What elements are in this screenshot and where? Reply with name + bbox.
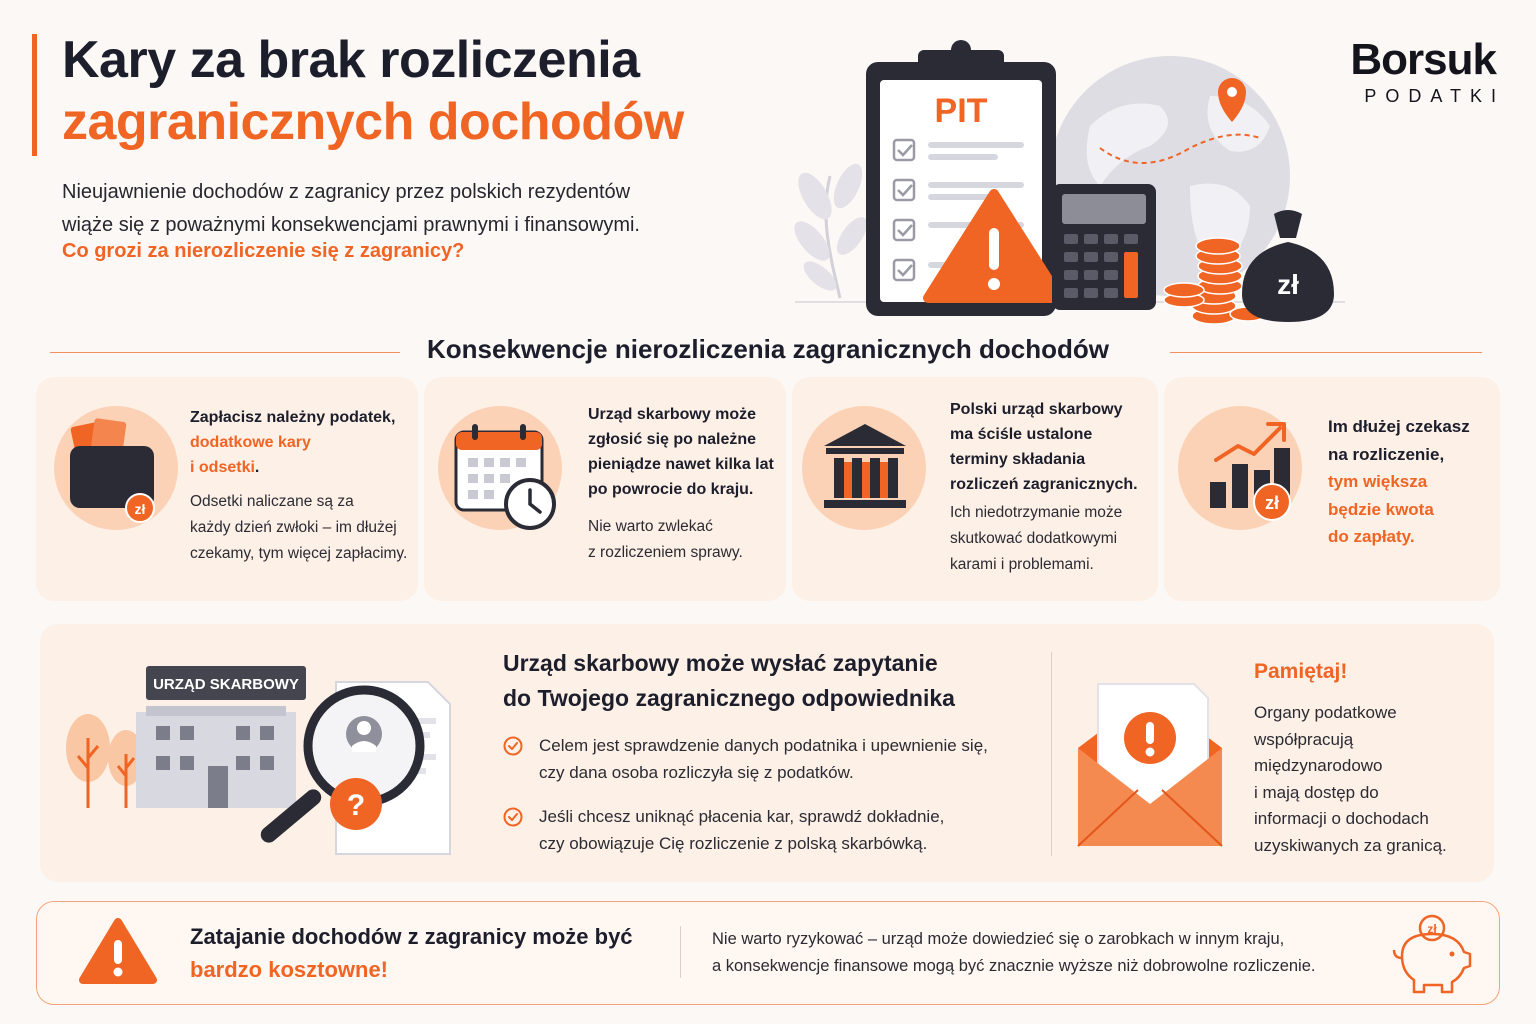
card-2-body-line: Nie warto zwlekać <box>588 518 713 535</box>
page-title-line1: Kary za brak rozliczenia <box>62 31 640 89</box>
inquiry-point-line: czy dana osoba rozliczyła się z podatków. <box>539 763 854 782</box>
card-4-heading <box>1328 413 1493 551</box>
card-2-heading-line: pieniądze nawet kilka lat <box>588 456 774 473</box>
inquiry-divider <box>1051 652 1052 856</box>
brand-name: Borsuk <box>1350 35 1496 84</box>
remember-line: i mają dostęp do <box>1254 782 1379 802</box>
card-1-heading-suffix: . <box>254 459 260 476</box>
brand-sub: PODATKI <box>1364 86 1505 106</box>
check-circle-icon <box>503 736 523 756</box>
calendar-clock-icon <box>452 424 562 534</box>
calculator-icon <box>1052 184 1156 310</box>
card-2-heading <box>588 402 778 502</box>
inquiry-point-2 <box>503 803 1043 857</box>
warning-triangle-icon <box>78 916 158 986</box>
inquiry-point-line: czy obowiązuje Cię rozliczenie z polską skarbówką. <box>539 834 928 853</box>
title-accent-bar <box>32 34 37 156</box>
card-1-heading-highlight: i odsetki <box>190 459 255 476</box>
banner-title-line1: Zatajanie dochodów z zagranicy może być <box>190 924 633 949</box>
brand-logo <box>1350 35 1505 107</box>
tax-office-building-icon <box>136 666 306 808</box>
piggy-bank-icon <box>1390 914 1474 994</box>
banner-title-highlight: bardzo kosztowne! <box>190 957 389 982</box>
banner-divider <box>680 926 681 978</box>
bag-currency-label: zł <box>1277 269 1299 300</box>
inquiry-point-1 <box>503 732 1043 786</box>
card-3-heading-line: ma ściśle ustalone <box>950 426 1093 443</box>
chart-coin-label: zł <box>1264 493 1280 513</box>
card-3-heading-line: terminy składania <box>950 451 1086 468</box>
card-4-heading-highlight: będzie kwota <box>1328 499 1434 519</box>
remember-line: Organy podatkowe <box>1254 703 1397 722</box>
card-4-heading-highlight: do zapłaty. <box>1328 527 1415 546</box>
piggy-coin-label: zł <box>1427 922 1437 936</box>
card-1-heading-highlight: dodatkowe kary <box>190 434 311 451</box>
remember-line: międzynarodowo <box>1254 756 1383 775</box>
intro-line1: Nieujawnienie dochodów z zagranicy przez polskich rezydentów <box>62 181 631 203</box>
card-1-heading-line: Zapłacisz należny podatek, <box>190 409 396 426</box>
wallet-icon <box>60 410 170 526</box>
bank-building-icon <box>822 422 908 512</box>
remember-line: informacji o dochodach <box>1254 809 1429 828</box>
remember-body <box>1254 700 1484 859</box>
card-1-heading <box>190 405 410 480</box>
card-3-body <box>950 500 1155 578</box>
card-1-body-line: każdy dzień zwłoki – im dłużej <box>190 519 397 536</box>
card-2-heading-line: zgłosić się po należne <box>588 431 757 448</box>
page-title-line2: zagranicznych dochodów <box>62 93 684 151</box>
tax-office-sign: URZĄD SKARBOWY <box>153 676 299 693</box>
inquiry-point-line: Celem jest sprawdzenie danych podatnika i upewnienie się, <box>539 736 988 755</box>
remember-line: uzyskiwanych za granicą. <box>1254 835 1447 855</box>
banner-title <box>190 920 633 986</box>
intro-text <box>62 176 742 242</box>
card-3-body-line: karami i problemami. <box>950 556 1094 573</box>
card-4-heading-line: na rozliczenie, <box>1328 444 1445 464</box>
envelope-alert-icon <box>1072 664 1228 850</box>
wallet-coin-label: zł <box>134 501 146 517</box>
banner-text-line: Nie warto ryzykować – urząd może dowiedzieć się o zarobkach w innym kraju, <box>712 930 1285 948</box>
card-1-body-line: czekamy, tym więcej zapłacimy. <box>190 545 408 562</box>
leaf-plant-icon <box>790 160 873 298</box>
pit-label: PIT <box>934 92 988 130</box>
card-3-heading-line: rozliczeń zagranicznych. <box>950 476 1138 493</box>
tax-office-illustration <box>60 658 480 864</box>
card-4-heading-line: Im dłużej czekasz <box>1328 417 1470 436</box>
growth-chart-icon <box>1196 420 1296 524</box>
intro-line2: wiąże się z poważnymi konsekwencjami prawnymi i finansowymi. <box>62 214 640 236</box>
remember-line: współpracują <box>1254 729 1354 749</box>
card-2-body <box>588 514 778 566</box>
card-1-body-line: Odsetki naliczane są za <box>190 493 354 510</box>
card-2-heading-line: po powrocie do kraju. <box>588 481 754 498</box>
card-3-body-line: skutkować dodatkowymi <box>950 530 1118 547</box>
card-2-heading-line: Urząd skarbowy może <box>588 406 757 423</box>
tree-icon <box>66 714 144 808</box>
banner-text-line: a konsekwencje finansowe mogą być znacznie wyższe niż dobrowolne rozliczenie. <box>712 957 1316 975</box>
inquiry-title-line1: Urząd skarbowy może wysłać zapytanie <box>503 650 938 676</box>
inquiry-title-line2: do Twojego zagranicznego odpowiednika <box>503 685 955 711</box>
remember-title: Pamiętaj! <box>1254 660 1348 683</box>
hero-illustration <box>790 36 1350 326</box>
card-1-body <box>190 489 415 567</box>
inquiry-point-1-text <box>539 732 1039 786</box>
intro-question: Co grozi za nierozliczenie się z zagranicy? <box>62 240 465 262</box>
card-2-body-line: z rozliczeniem sprawy. <box>588 544 743 561</box>
svg-text:?: ? <box>346 789 366 822</box>
inquiry-title <box>503 646 955 716</box>
section-divider-right <box>1170 352 1482 353</box>
check-circle-icon <box>503 807 523 827</box>
inquiry-point-2-text <box>539 803 1039 857</box>
inquiry-point-line: Jeśli chcesz uniknąć płacenia kar, sprawdź dokładnie, <box>539 807 945 826</box>
card-3-body-line: Ich niedotrzymanie może <box>950 504 1123 521</box>
banner-text <box>712 926 1372 980</box>
card-4-heading-highlight: tym większa <box>1328 472 1428 491</box>
card-3-heading <box>950 397 1155 497</box>
card-3-heading-line: Polski urząd skarbowy <box>950 401 1123 418</box>
section-title: Konsekwencje nierozliczenia zagranicznych dochodów <box>427 334 1109 364</box>
